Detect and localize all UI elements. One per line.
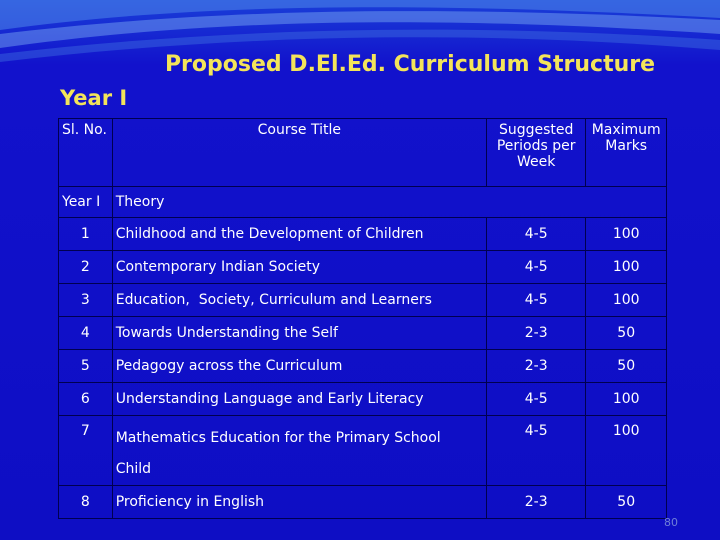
cell-course: Contemporary Indian Society (112, 251, 486, 284)
cell-sl: 3 (59, 284, 113, 317)
cell-sl: 1 (59, 218, 113, 251)
year-heading: Year I (60, 86, 128, 110)
cell-sl: 7 (59, 416, 113, 486)
cell-sl: 6 (59, 383, 113, 416)
table-row (59, 486, 667, 519)
table-row (59, 317, 667, 350)
cell-course: Education, Society, Curriculum and Learners (112, 284, 486, 317)
cell-sl: 5 (59, 350, 113, 383)
cell-sl: 4 (59, 317, 113, 350)
header-sl-no: Sl. No. (59, 119, 113, 187)
header-course-title: Course Title (112, 119, 486, 187)
cell-marks: 50 (586, 317, 667, 350)
cell-periods: 2-3 (486, 317, 585, 350)
cell-marks: 100 (586, 383, 667, 416)
cell-course: Childhood and the Development of Children (112, 218, 486, 251)
cell-periods: 4-5 (486, 284, 585, 317)
cell-marks: 50 (586, 350, 667, 383)
table-row (59, 218, 667, 251)
cell-periods: 2-3 (486, 486, 585, 519)
cell-marks: 100 (586, 251, 667, 284)
cell-sl: 2 (59, 251, 113, 284)
cell-course: Proficiency in English (112, 486, 486, 519)
cell-sl: 8 (59, 486, 113, 519)
table-row (59, 383, 667, 416)
cell-periods: 2-3 (486, 350, 585, 383)
cell-periods: 4-5 (486, 383, 585, 416)
table-row (59, 416, 667, 486)
slide-number: 80 (664, 516, 678, 529)
cell-periods: 4-5 (486, 218, 585, 251)
cell-marks: 100 (586, 284, 667, 317)
section-label: Theory (112, 187, 666, 218)
cell-marks: 50 (586, 486, 667, 519)
page-title: Proposed D.El.Ed. Curriculum Structure (164, 52, 656, 77)
cell-marks: 100 (586, 218, 667, 251)
curriculum-table (58, 118, 667, 519)
cell-course: Towards Understanding the Self (112, 317, 486, 350)
header-periods: Suggested Periods per Week (486, 119, 585, 187)
section-row (59, 187, 667, 218)
cell-periods: 4-5 (486, 416, 585, 486)
section-year: Year I (59, 187, 113, 218)
table-row (59, 284, 667, 317)
table-row (59, 251, 667, 284)
cell-course: Pedagogy across the Curriculum (112, 350, 486, 383)
cell-course: Mathematics Education for the Primary School Child (112, 416, 486, 486)
table-row (59, 350, 667, 383)
header-marks: Maximum Marks (586, 119, 667, 187)
cell-marks: 100 (586, 416, 667, 486)
cell-periods: 4-5 (486, 251, 585, 284)
cell-course: Understanding Language and Early Literacy (112, 383, 486, 416)
table-header-row (59, 119, 667, 187)
